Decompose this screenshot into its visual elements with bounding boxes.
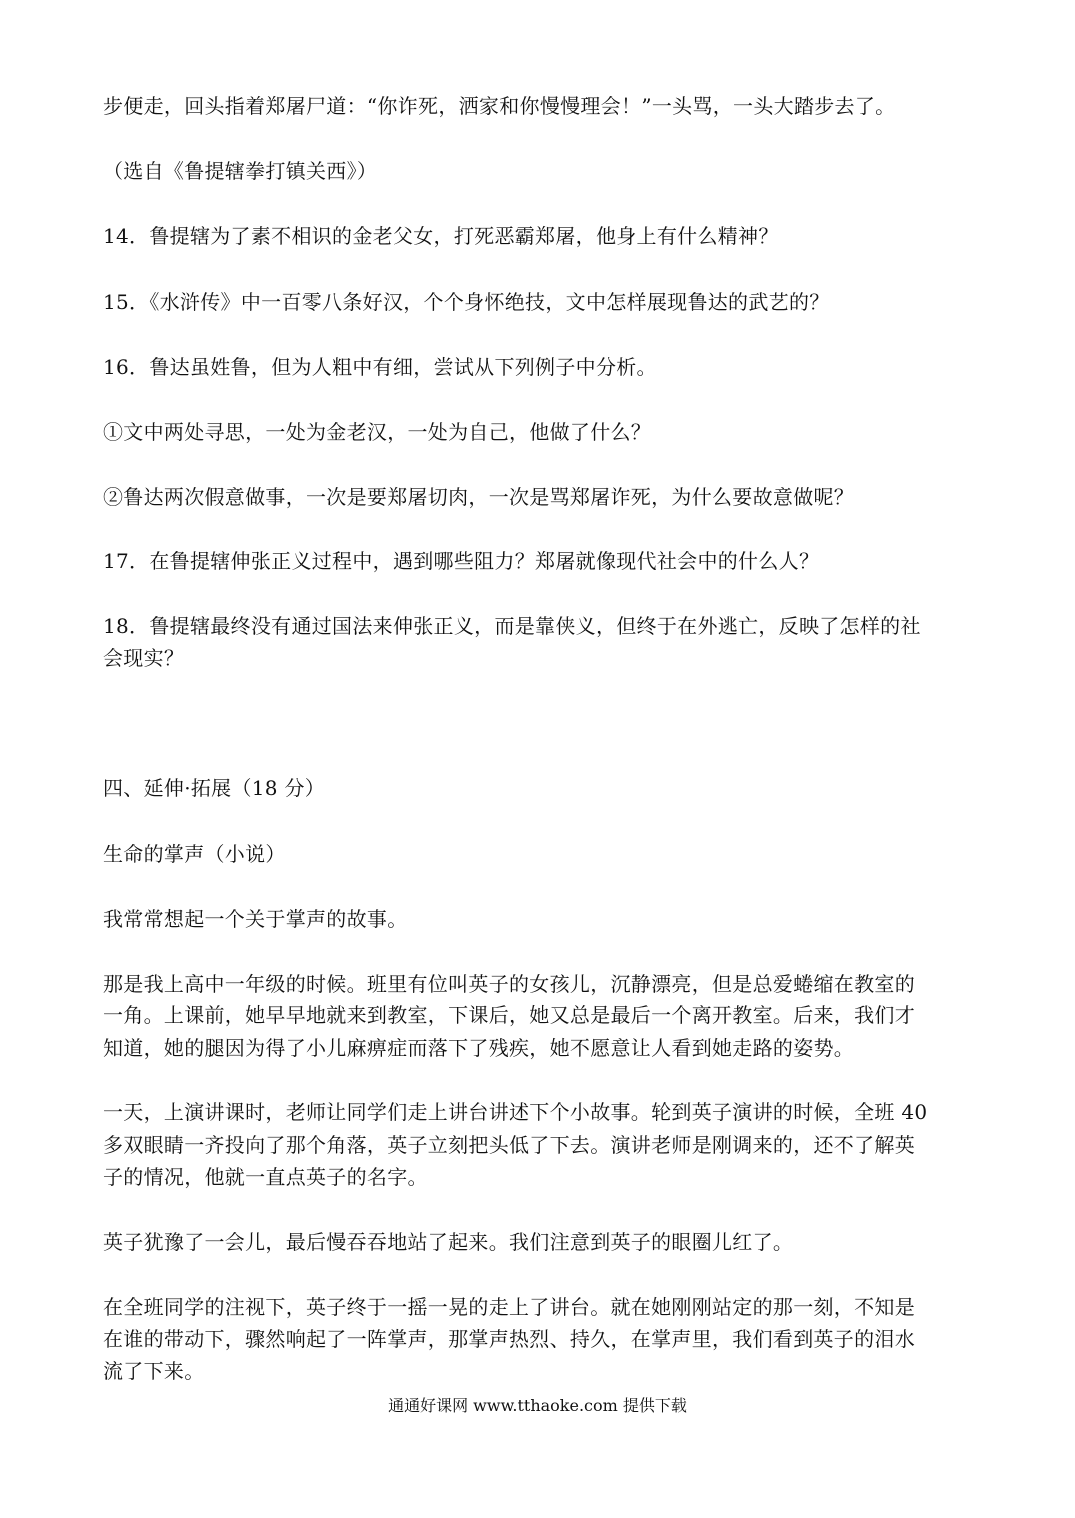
paragraph-3-line-2: 多双眼睛一齐投向了那个角落，英子立刻把头低了下去。演讲老师是刚调来的，还不了解英: [103, 1133, 915, 1157]
paragraph-5-line-2: 在谁的带动下，骤然响起了一阵掌声，那掌声热烈、持久，在掌声里，我们看到英子的泪水: [103, 1327, 915, 1351]
paragraph-3-line-1: 一天，上演讲课时，老师让同学们走上讲台讲述下个小故事。轮到英子演讲的时候，全班 40: [103, 1100, 928, 1124]
text-line-1: 步便走，回头指着郑屠尸道：“你诈死，洒家和你慢慢理会！”一头骂，一头大踏步去了。: [103, 94, 896, 118]
question-18-line-2: 会现实？: [103, 646, 185, 670]
paragraph-3-line-3: 子的情况，他就一直点英子的名字。: [103, 1165, 428, 1189]
question-14: 14．鲁提辖为了素不相识的金老父女，打死恶霸郑屠，他身上有什么精神？: [103, 224, 779, 248]
question-15: 15．《水浒传》中一百零八条好汉，个个身怀绝技，文中怎样展现鲁达的武艺的？: [103, 290, 830, 314]
section-heading: 四、延伸·拓展（18 分）: [103, 776, 326, 800]
paragraph-2-line-2: 一角。上课前，她早早地就来到教室，下课后，她又总是最后一个离开教室。后来，我们才: [103, 1003, 915, 1027]
paragraph-5-line-1: 在全班同学的注视下，英子终于一摇一晃的走上了讲台。就在她刚刚站定的那一刻，不知是: [103, 1295, 915, 1319]
question-16: 16．鲁达虽姓鲁，但为人粗中有细，尝试从下列例子中分析。: [103, 355, 657, 379]
question-17: 17．在鲁提辖伸张正义过程中，遇到哪些阻力？郑屠就像现代社会中的什么人？: [103, 549, 820, 573]
question-18-line-1: 18．鲁提辖最终没有通过国法来伸张正义，而是靠侠义，但终于在外逃亡，反映了怎样的社: [103, 614, 921, 638]
paragraph-5-line-3: 流了下来。: [103, 1359, 205, 1383]
page-footer: 通通好课网 www.tthaoke.com 提供下载: [388, 1396, 687, 1415]
paragraph-2-line-3: 知道，她的腿因为得了小儿麻痹症而落下了残疾，她不愿意让人看到她走路的姿势。: [103, 1036, 855, 1060]
paragraph-1: 我常常想起一个关于掌声的故事。: [103, 907, 408, 931]
paragraph-2-line-1: 那是我上高中一年级的时候。班里有位叫英子的女孩儿，沉静漂亮，但是总爱蜷缩在教室的: [103, 972, 915, 996]
question-16-part-2: ②鲁达两次假意做事，一次是要郑屠切肉，一次是骂郑屠诈死，为什么要故意做呢？: [103, 485, 855, 509]
source-citation: （选自《鲁提辖拳打镇关西》）: [103, 159, 378, 183]
paragraph-4: 英子犹豫了一会儿，最后慢吞吞地站了起来。我们注意到英子的眼圈儿红了。: [103, 1230, 794, 1254]
question-16-part-1: ①文中两处寻思，一处为金老汉，一处为自己，他做了什么？: [103, 420, 652, 444]
story-title: 生命的掌声（小说）: [103, 842, 286, 866]
